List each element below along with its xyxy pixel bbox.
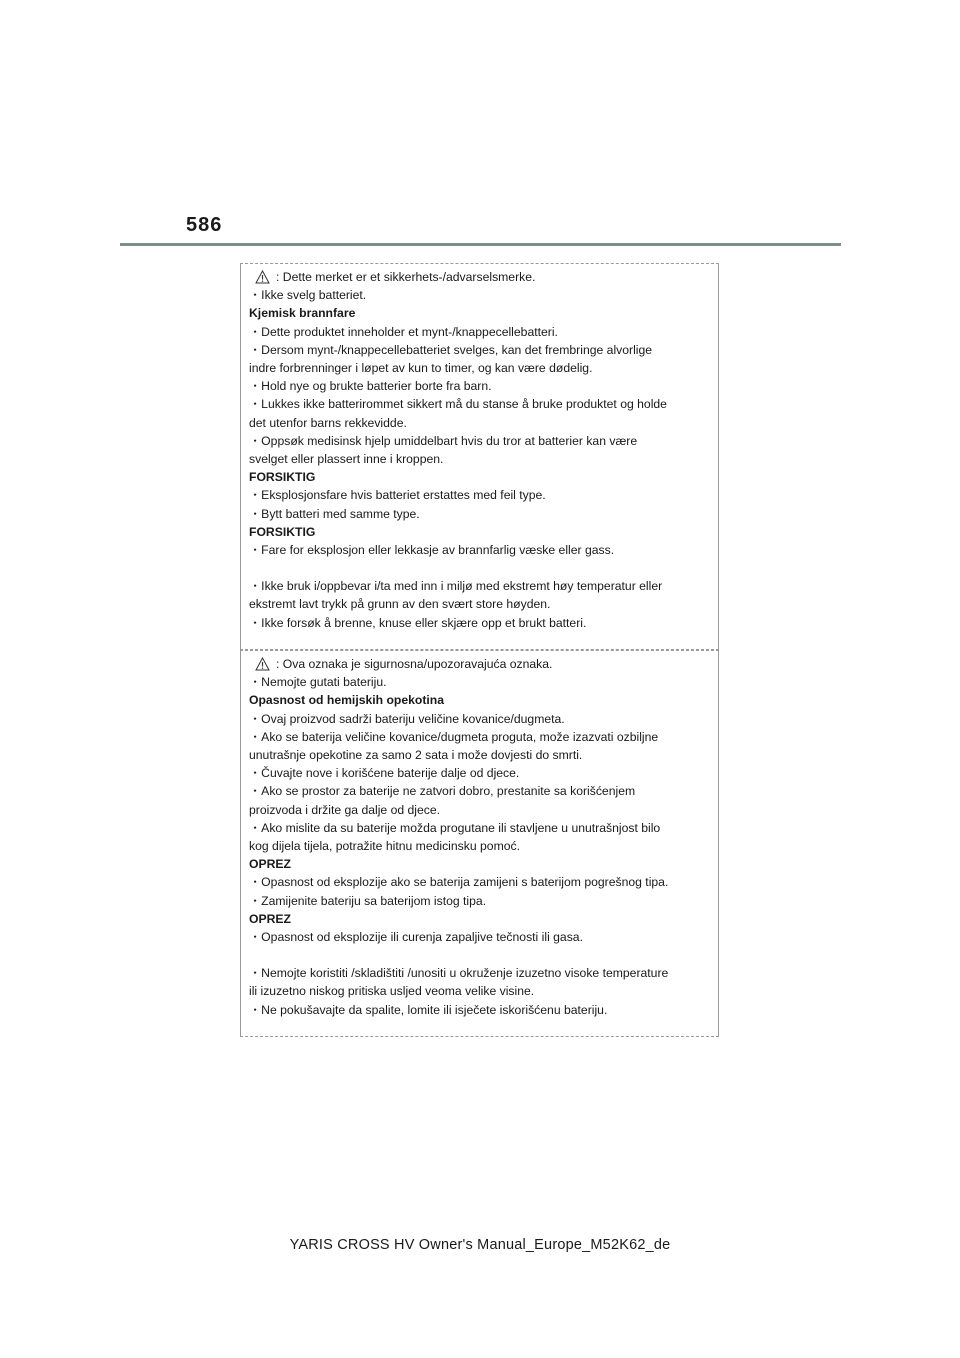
- section-heading: Opasnost od hemijskih opekotina: [249, 693, 445, 708]
- text-line: ・Oppsøk medisinsk hjelp umiddelbart hvis du tror at batterier kan være: [249, 433, 638, 448]
- section-heading: OPREZ: [249, 857, 291, 872]
- text-line: ・Nemojte gutati bateriju.: [249, 675, 387, 690]
- text-line: ・Čuvajte nove i korišćene baterije dalje od djece.: [249, 766, 520, 781]
- text-line: ・Ovaj proizvod sadrži bateriju veličine kovanice/dugmeta.: [249, 711, 565, 726]
- text-line: ・Opasnost od eksplozije ili curenja zapaljive tečnosti ili gasa.: [249, 930, 583, 945]
- warning-box-norwegian: [240, 263, 719, 650]
- text-line: indre forbrenninger i løpet av kun to timer, og kan være dødelig.: [249, 361, 593, 376]
- text-line: ・Ikke bruk i/oppbevar i/ta med inn i miljø med ekstremt høy temperatur eller: [249, 579, 663, 594]
- text-line: unutrašnje opekotine za samo 2 sata i može dovjesti do smrti.: [249, 748, 583, 763]
- text-line: ・Ako se baterija veličine kovanice/dugmeta proguta, može izazvati ozbiljne: [249, 729, 659, 744]
- text-line: ・Ako mislite da su baterije možda progutane ili stavljene u unutrašnjost bilo: [249, 820, 661, 835]
- section-heading: Kjemisk brannfare: [249, 306, 356, 321]
- text-line: proizvoda i držite ga dalje od djece.: [249, 802, 441, 817]
- text-line: kog dijela tijela, potražite hitnu medicinsku pomoć.: [249, 839, 520, 854]
- text-line: ・Zamijenite bateriju sa baterijom istog tipa.: [249, 893, 487, 908]
- text-line: ・Hold nye og brukte batterier borte fra barn.: [249, 379, 492, 394]
- text-line: ・Eksplosjonsfare hvis batteriet erstattes med feil type.: [249, 488, 546, 503]
- text-line: ・Lukkes ikke batterirommet sikkert må du stanse å bruke produktet og holde: [249, 397, 667, 412]
- text-line: ・Ikke forsøk å brenne, knuse eller skjære opp et brukt batteri.: [249, 615, 587, 630]
- text-line: ・Opasnost od eksplozije ako se baterija zamijeni s baterijom pogrešnog tipa.: [249, 875, 669, 890]
- header-rule: [120, 243, 841, 246]
- section-heading: OPREZ: [249, 911, 291, 926]
- text-line: svelget eller plassert inne i kroppen.: [249, 452, 444, 467]
- text-line: ・Nemojte koristiti /skladištiti /unositi u okruženje izuzetno visoke temperature: [249, 966, 669, 981]
- section-lines: [249, 286, 710, 632]
- page-number: 586: [186, 214, 223, 236]
- text-line: ・Ikke svelg batteriet.: [249, 288, 367, 303]
- text-line: ・Dersom mynt-/knappecellebatteriet svelges, kan det frembringe alvorlige: [249, 342, 653, 357]
- warning-box-croatian: [240, 650, 719, 1037]
- warning-line-text: : Dette merket er et sikkerhets-/advarselsmerke.: [276, 270, 536, 284]
- warning-triangle-icon: [255, 270, 270, 284]
- section-heading: FORSIKTIG: [249, 470, 316, 485]
- text-line: ・Dette produktet inneholder et mynt-/knappecellebatteri.: [249, 324, 558, 339]
- section-lines: [249, 673, 710, 1019]
- text-line: det utenfor barns rekkevidde.: [249, 415, 407, 430]
- text-line: ili izuzetno niskog pritiska usljed veoma velike visine.: [249, 984, 535, 999]
- warning-line: [249, 655, 710, 673]
- text-line: ekstremt lavt trykk på grunn av den svært store høyden.: [249, 597, 551, 612]
- warning-triangle-icon: [255, 657, 270, 671]
- text-line: ・Bytt batteri med samme type.: [249, 506, 420, 521]
- warning-line: [249, 268, 710, 286]
- text-line: ・Ako se prostor za baterije ne zatvori dobro, prestanite sa korišćenjem: [249, 784, 636, 799]
- warning-line-text: : Ova oznaka je sigurnosna/upozoravajuća oznaka.: [276, 657, 553, 671]
- text-line: ・Fare for eksplosjon eller lekkasje av brannfarlig væske eller gass.: [249, 543, 615, 558]
- section-heading: FORSIKTIG: [249, 524, 316, 539]
- page-footer: YARIS CROSS HV Owner's Manual_Europe_M52K62_de: [289, 1237, 671, 1253]
- text-line: ・Ne pokušavajte da spalite, lomite ili isječete iskorišćenu bateriju.: [249, 1002, 608, 1017]
